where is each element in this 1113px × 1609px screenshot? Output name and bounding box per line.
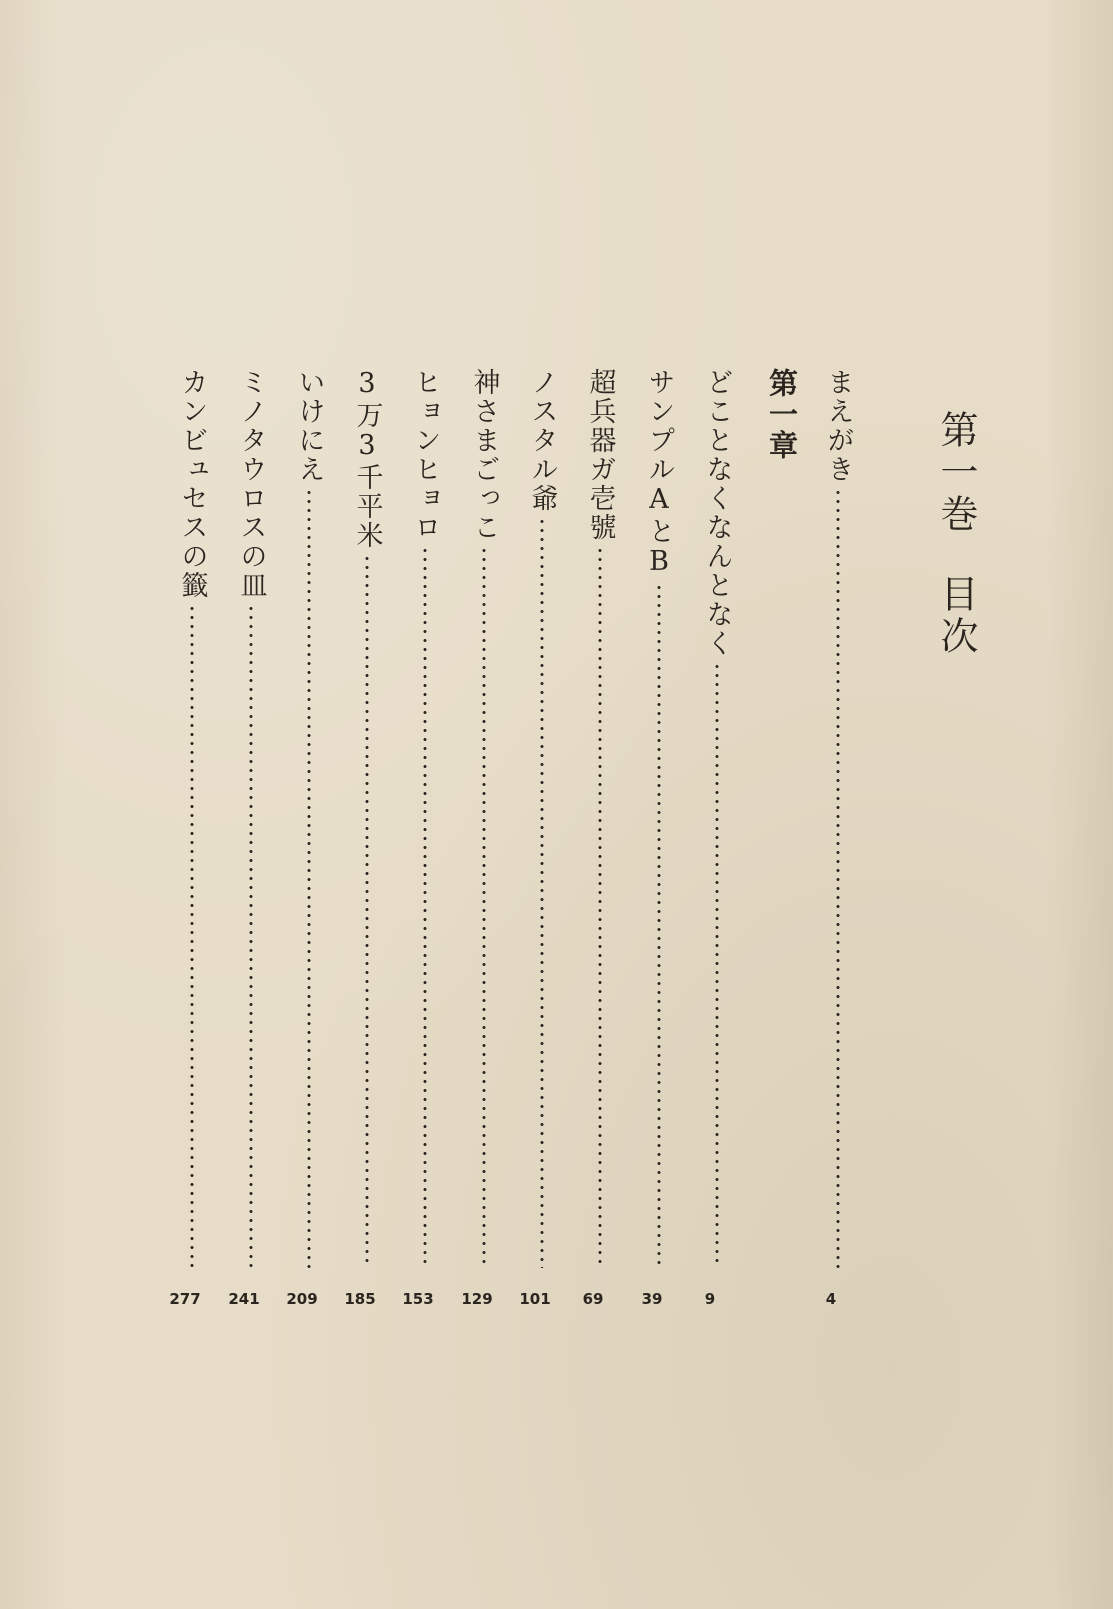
dot-leader <box>190 604 194 1268</box>
toc-entry <box>699 368 735 1268</box>
page-number: 185 <box>344 1290 376 1308</box>
page-number: 129 <box>461 1290 493 1308</box>
page-number: 209 <box>286 1290 318 1308</box>
entry-title: 超兵器ガ壱號 <box>584 368 616 542</box>
dot-leader <box>249 604 253 1268</box>
page-number: 153 <box>402 1290 434 1308</box>
page-number: 101 <box>519 1290 551 1308</box>
page-number: 39 <box>641 1290 663 1308</box>
entry-title: カンビュセスの籤 <box>176 368 208 600</box>
entry-title: ミノタウロスの皿 <box>235 368 267 600</box>
toc-entry <box>291 368 327 1268</box>
toc-entry <box>466 368 502 1268</box>
dot-leader <box>423 546 427 1268</box>
toc-heading <box>915 410 978 658</box>
dot-leader <box>836 488 840 1268</box>
entry-title: 神さまごっこ <box>468 368 500 542</box>
toc-entry <box>233 368 269 1268</box>
dot-leader <box>540 517 544 1268</box>
contents-title: 目次 <box>934 574 978 658</box>
volume-title: 第一巻 <box>934 410 978 536</box>
entry-title: 3万3千平米 <box>351 368 383 550</box>
entry-title: どことなくなんとなく <box>701 368 733 658</box>
chapter-label: 第一章 <box>765 368 799 461</box>
page-number: 277 <box>169 1290 201 1308</box>
page-number: 9 <box>704 1290 716 1308</box>
toc-entry <box>524 368 560 1268</box>
dot-leader <box>598 546 602 1268</box>
toc-entry <box>582 368 618 1268</box>
dot-leader <box>482 546 486 1268</box>
entry-title: ノスタル爺 <box>526 368 558 513</box>
toc-entry <box>349 368 385 1268</box>
toc-entry <box>174 368 210 1268</box>
dot-leader <box>365 554 369 1268</box>
dot-leader <box>657 583 661 1268</box>
toc-entry <box>641 368 677 1268</box>
toc-entry <box>407 368 443 1268</box>
dot-leader <box>715 662 719 1268</box>
page-number: 69 <box>582 1290 604 1308</box>
entry-title: ヒョンヒョロ <box>409 368 441 542</box>
entry-title: サンプルAとB <box>643 368 675 579</box>
entry-title: いけにえ <box>293 368 325 484</box>
dot-leader <box>307 488 311 1268</box>
page-number: 241 <box>228 1290 260 1308</box>
page-number: 4 <box>825 1290 837 1308</box>
entry-title: まえがき <box>822 368 854 484</box>
toc-entry-preface <box>820 368 856 1268</box>
